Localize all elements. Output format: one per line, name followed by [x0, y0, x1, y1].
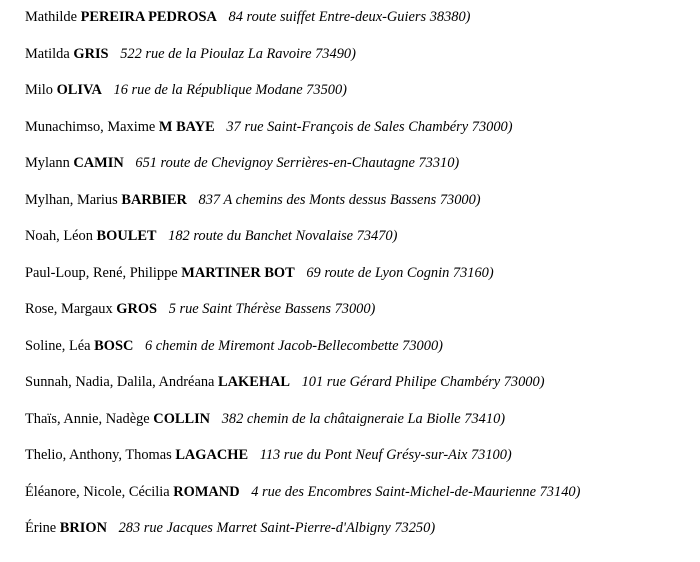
given-names: Matilda: [25, 45, 70, 62]
address: 837 A chemins des Monts dessus Bassens 73000): [198, 191, 481, 208]
address: 101 rue Gérard Philipe Chambéry 73000): [301, 374, 545, 390]
given-names: Mylhan, Marius: [25, 191, 118, 208]
given-names: Thelio, Anthony, Thomas: [25, 447, 172, 463]
given-names: Érine: [25, 520, 57, 536]
address: 5 rue Saint Thérèse Bassens 73000): [168, 301, 376, 317]
address: 651 route de Chevignoy Serrières-en-Chautagne 73310): [135, 155, 460, 171]
surname: COLLIN: [153, 410, 211, 427]
given-names: Paul-Loup, René, Philippe: [25, 264, 178, 281]
surname: ROMAND: [173, 483, 240, 500]
address: 182 route du Banchet Novalaise 73470): [168, 228, 398, 244]
given-names: Noah, Léon: [25, 228, 93, 244]
address: 4 rue des Encombres Saint-Michel-de-Maurienne 73140): [251, 483, 581, 500]
list-item: [25, 79, 695, 116]
list-item: [25, 43, 695, 80]
list-item: [25, 298, 695, 335]
given-names: Soline, Léa: [25, 337, 91, 354]
surname: GROS: [116, 301, 158, 317]
address: 382 chemin de la châtaigneraie La Biolle 73410): [221, 410, 506, 427]
address: 283 rue Jacques Marret Saint-Pierre-d'Albigny 73250): [118, 520, 436, 536]
address: 113 rue du Pont Neuf Grésy-sur-Aix 73100): [259, 447, 512, 463]
surname: CAMIN: [73, 155, 124, 171]
list-item: [25, 116, 695, 153]
surname: PEREIRA PEDROSA: [80, 9, 217, 25]
address: 37 rue Saint-François de Sales Chambéry 73000): [226, 118, 513, 135]
given-names: Milo: [25, 82, 53, 98]
surname: OLIVA: [56, 82, 102, 98]
given-names: Mathilde: [25, 9, 77, 25]
given-names: Mylann: [25, 155, 70, 171]
list-item: [25, 481, 695, 518]
given-names: Sunnah, Nadia, Dalila, Andréana: [25, 374, 215, 390]
surname: GRIS: [73, 45, 109, 62]
list-item: [25, 6, 695, 43]
surname: M BAYE: [158, 118, 215, 135]
list-item: [25, 335, 695, 372]
address: 522 rue de la Pioulaz La Ravoire 73490): [120, 45, 356, 62]
given-names: Munachimso, Maxime: [25, 118, 156, 135]
surname: MARTINER BOT: [181, 264, 295, 281]
given-names: Thaïs, Annie, Nadège: [25, 410, 150, 427]
surname: LAGACHE: [175, 447, 249, 463]
list-item: [25, 152, 695, 189]
list-item: [25, 444, 695, 481]
list-item: [25, 408, 695, 445]
list-item: [25, 517, 695, 554]
list-item: [25, 189, 695, 226]
list-item: [25, 371, 695, 408]
given-names: Éléanore, Nicole, Cécilia: [25, 483, 170, 500]
address: 6 chemin de Miremont Jacob-Bellecombette 73000): [144, 337, 443, 354]
address: 69 route de Lyon Cognin 73160): [306, 264, 494, 281]
address: 84 route suiffet Entre-deux-Guiers 38380): [228, 9, 471, 25]
surname: BOULET: [96, 228, 157, 244]
surname: LAKEHAL: [218, 374, 290, 390]
address: 16 rue de la République Modane 73500): [113, 82, 347, 98]
name-address-list: [25, 6, 695, 554]
surname: BRION: [59, 520, 107, 536]
list-item: [25, 262, 695, 299]
list-item: [25, 225, 695, 262]
given-names: Rose, Margaux: [25, 301, 113, 317]
surname: BARBIER: [121, 191, 187, 208]
surname: BOSC: [94, 337, 134, 354]
